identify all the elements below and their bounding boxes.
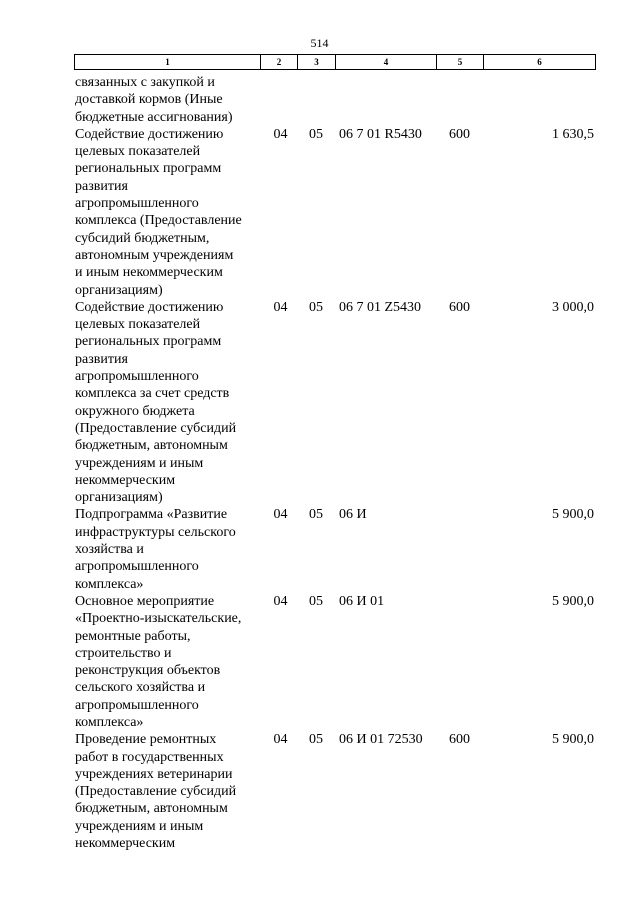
row-name-line: «Проектно-изыскательские, [75,611,242,627]
row-subsection-code-cell: 05 [309,507,323,523]
row-name-line: (Предоставление субсидий [75,420,237,436]
row-name-line: окружного бюджета [75,403,195,419]
row-expense-type-code-cell: 600 [449,126,470,142]
header-col-5: 5 [437,55,484,69]
row-name-line: некоммерческим [75,472,176,488]
row-amount-cell: 3 000,0 [552,299,594,315]
table-header [74,54,596,70]
row-name-line: комплекса» [75,576,144,592]
header-col-6: 6 [537,57,542,67]
row-name-line: Содействие достижению [75,126,224,142]
row-amount-cell: 1 630,5 [552,126,594,142]
row-name-line: Содействие достижению [75,299,224,315]
row-name-line: бюджетным, автономным [75,801,228,817]
row-name-line: некоммерческим [75,836,176,852]
row-name-line: сельского хозяйства и [75,680,206,696]
row-name-line: строительство и [75,645,172,661]
row-name-line: доставкой кормов (Иные [75,92,223,108]
row-name-line: и иным некоммерческим [75,265,223,281]
header-col-4: 4 [336,55,437,69]
header-col-2: 2 [261,55,298,69]
row-name-line: инфраструктуры сельского [75,524,236,540]
table-row [74,74,596,126]
row-name-line: целевых показателей [75,144,201,160]
row-name-line: связанных с закупкой и [75,75,215,90]
row-section-code-cell: 04 [273,593,288,609]
row-expense-type-code-cell: 600 [449,299,470,315]
row-section-code-cell: 04 [273,299,288,315]
row-name-line: агропромышленного [75,559,199,575]
row-name-line: организациям) [75,282,163,298]
row-name-line: агропромышленного [75,196,199,212]
page-number: 514 [310,36,329,50]
table-row [74,731,596,852]
row-amount-cell: 5 900,0 [552,732,594,748]
row-name-line: развития [75,178,128,194]
row-section-code-cell: 04 [273,732,288,748]
row-name-line: агропромышленного [75,697,199,713]
row-name-line: работ в государственных [75,749,224,765]
table-row [74,126,596,299]
row-name-line: учреждениях ветеринарии [75,766,233,782]
row-name-line: комплекса (Предоставление [75,213,242,229]
row-target-article-code-cell: 06 7 01 Z5430 [339,299,422,315]
row-name-cell [74,299,260,507]
row-name-line: организациям) [75,490,163,506]
table-body [74,74,596,852]
row-name-line: автономным учреждениям [75,247,234,263]
row-name-line: хозяйства и [75,542,144,558]
row-name-cell [74,506,260,592]
row-name-line: ремонтные работы, [75,628,191,644]
row-name-line: Подпрограмма «Развитие [75,507,228,523]
row-target-article-code-cell: 06 И 01 72530 [339,732,423,748]
row-subsection-code-cell: 05 [309,126,323,142]
table-row [74,506,596,592]
table-row [74,299,596,507]
row-name-line: региональных программ [75,334,222,350]
row-name-line: субсидий бюджетным, [75,230,210,246]
row-name-cell [74,731,260,852]
row-section-code-cell: 04 [273,507,288,523]
row-name-line: учреждениям и иным [75,455,204,471]
table-row [74,593,596,731]
row-name-line: комплекса» [75,714,144,730]
row-section-code-cell: 04 [273,126,288,142]
row-expense-type-code-cell: 600 [449,732,470,748]
row-subsection-code-cell: 05 [309,299,323,315]
row-target-article-code-cell: 06 7 01 R5430 [339,126,422,142]
row-name-line: учреждениям и иным [75,818,204,834]
row-name-cell [74,126,260,299]
row-name-line: целевых показателей [75,317,201,333]
row-name-line: развития [75,351,128,367]
row-amount-cell: 5 900,0 [552,593,594,609]
row-name-line: агропромышленного [75,369,199,385]
row-name-line: (Предоставление субсидий [75,784,237,800]
row-subsection-code-cell: 05 [309,732,323,748]
row-name-line: Проведение ремонтных [75,732,217,748]
row-target-article-code-cell: 06 И 01 [339,593,385,609]
row-name-line: реконструкция объектов [75,663,221,679]
row-name-line: комплекса за счет средств [75,386,230,402]
row-name-line: региональных программ [75,161,222,177]
row-name-line: бюджетные ассигнования) [75,109,233,125]
row-target-article-code-cell: 06 И [339,507,367,523]
header-col-1: 1 [75,55,261,69]
row-amount-cell: 5 900,0 [552,507,594,523]
row-name-cell [74,593,260,731]
row-name-line: бюджетным, автономным [75,438,228,454]
header-col-3: 3 [298,55,336,69]
row-name-cell [74,74,260,126]
row-subsection-code-cell: 05 [309,593,323,609]
row-name-line: Основное мероприятие [75,593,215,609]
